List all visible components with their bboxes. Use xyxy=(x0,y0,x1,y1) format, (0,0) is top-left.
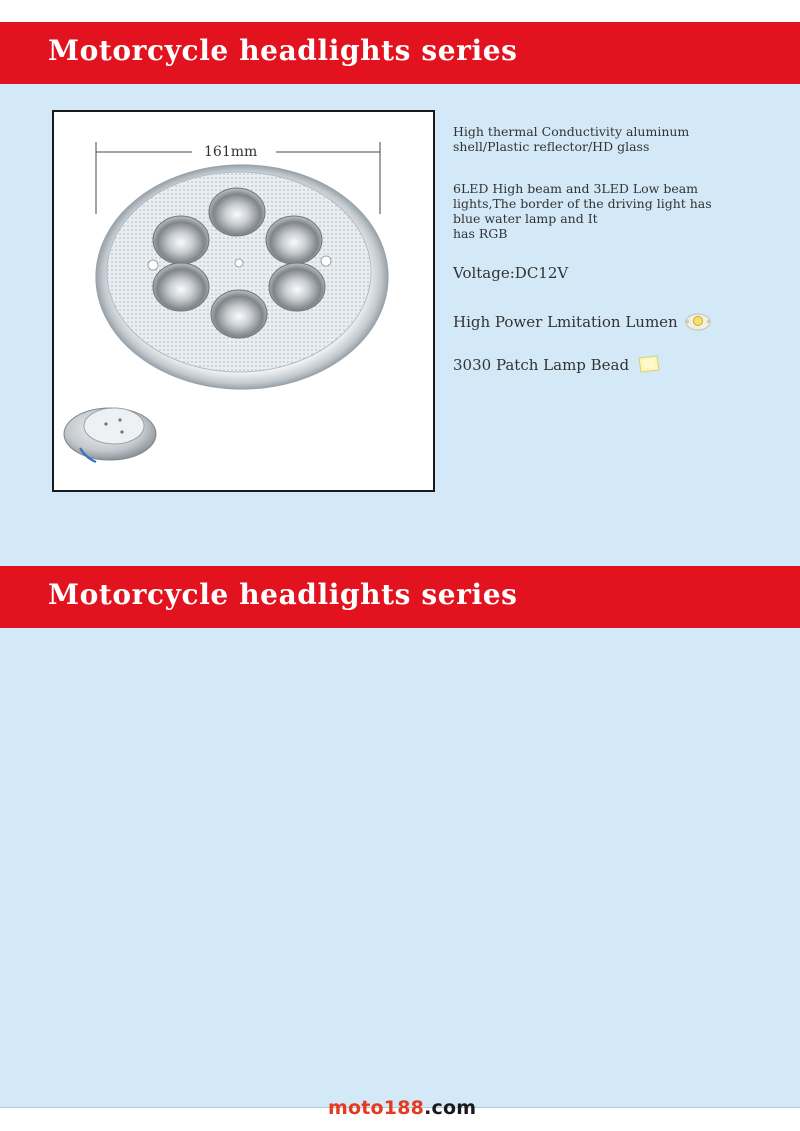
spec-bead-label: 3030 Patch Lamp Bead xyxy=(453,356,630,374)
watermark-part: moto xyxy=(328,1097,384,1119)
watermark-part: 188 xyxy=(383,1097,425,1119)
spec-material-line: High thermal Conductivity aluminum xyxy=(453,124,690,139)
watermark-logo xyxy=(328,1097,476,1119)
spec-leds-line: blue water lamp and It xyxy=(453,211,598,226)
watermark-part: .com xyxy=(424,1097,477,1119)
dimension-label: 161mm xyxy=(204,144,258,160)
spec-leds-line: 6LED High beam and 3LED Low beam xyxy=(453,181,699,196)
spec-bead xyxy=(453,354,661,378)
spec-material xyxy=(453,124,689,154)
led-chip-icon xyxy=(684,310,712,336)
top-margin xyxy=(0,0,800,22)
spec-leds-line: has RGB xyxy=(453,226,508,241)
spec-leds xyxy=(453,181,712,241)
section-title: Motorcycle headlights series xyxy=(48,578,518,611)
headlight-back-photo xyxy=(62,396,162,466)
product-image-frame xyxy=(52,110,435,492)
spec-lumen xyxy=(453,310,712,336)
section-banner xyxy=(0,566,800,628)
section-banner xyxy=(0,22,800,84)
spec-leds-line: lights,The border of the driving light has xyxy=(453,196,712,211)
section-title: Motorcycle headlights series xyxy=(48,34,518,67)
spec-lumen-label: High Power Lmitation Lumen xyxy=(453,313,678,331)
spec-voltage: Voltage:DC12V xyxy=(453,264,569,282)
smd-bead-icon xyxy=(635,354,661,378)
spec-material-line: shell/Plastic reflector/HD glass xyxy=(453,139,650,154)
